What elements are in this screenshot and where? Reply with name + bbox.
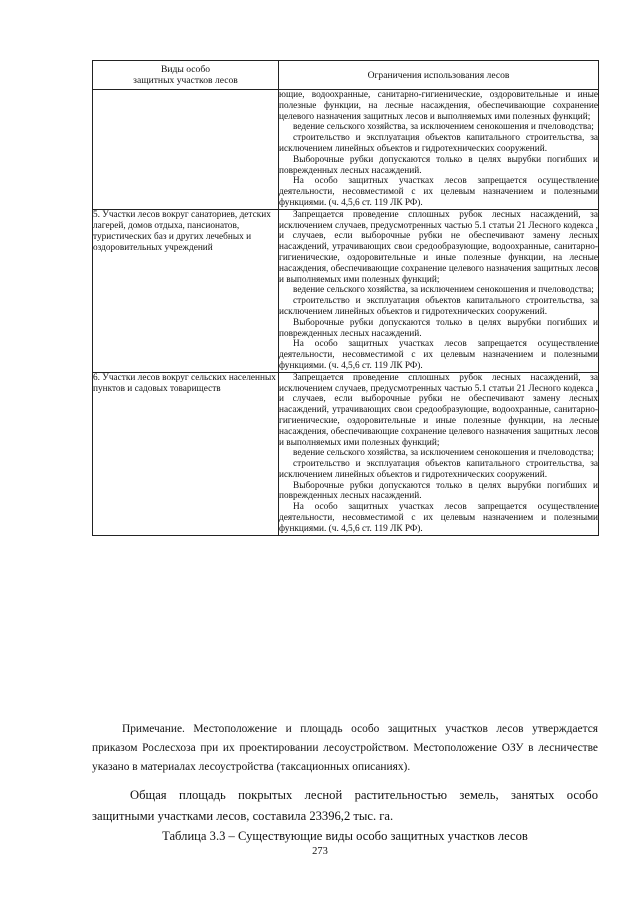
table-note: Примечание. Местоположение и площадь особо защитных участков лесов утверждается приказом Рослесхоза при их проектировании лесоустройством. Местоположение ОЗУ в лесничестве указано в материалах лесоустройства (таксационных описаниях). [92,723,598,774]
restrictions-cell [279,90,599,210]
restriction-paragraph: ведение сельского хозяйства, за исключением сенокошения и пчеловодства; [293,285,594,296]
table-row [93,90,599,210]
restriction-paragraph: ющие, водоохранные, санитарно-гигиенические, оздоровительные и иные полезные функции, на лесные насаждения, обеспечивающие сохранение целевого назначения защитных лесов и выполняемых ими полезных функций; [279,90,598,122]
restrictions-table [92,60,599,536]
plot-type-cell: 6. Участки лесов вокруг сельских населенных пунктов и садовых товариществ [93,372,279,535]
plot-type-cell: 5. Участки лесов вокруг санаториев, детских лагерей, домов отдыха, пансионатов, туристических баз и других лечебных и оздоровительных учреждений [93,209,279,372]
restriction-paragraph: Запрещается проведение сплошных рубок лесных насаждений, за исключением случаев, предусмотренных частью 5.1 статьи 21 Лесного кодекса , и случаев, если выборочные рубки не обеспечивают замену лесных насаждений, утрачивающих свои средообразующие, водоохранные, санитарно-гигиенические, оздоровительные и иные полезные функции, на лесные насаждения, обеспечивающие сохранение целевого назначения защитных лесов и выполняемых ими полезных функций; [279,372,598,448]
restriction-paragraph: Запрещается проведение сплошных рубок лесных насаждений, за исключением случаев, предусмотренных частью 5.1 статьи 21 Лесного кодекса , и случаев, если выборочные рубки не обеспечивают замену лесных насаждений, утрачивающих свои средообразующие, водоохранные, санитарно-гигиенические, оздоровительные и иные полезные функции, на лесные насаждения, обеспечивающие сохранение целевого назначения защитных лесов и выполняемых ими полезных функций; [279,209,598,285]
table-header-row [93,61,599,90]
header-plot-types-line2: защитных участков лесов [133,75,238,86]
restriction-paragraph: Выборочные рубки допускаются только в целях вырубки погибших и поврежденных лесных насаждений. [279,317,598,339]
header-plot-types-line1: Виды особо [160,64,211,75]
restrictions-cell [279,209,599,372]
table-row [93,209,599,372]
restrictions-cell [279,372,599,535]
restriction-paragraph: Выборочные рубки допускаются только в целях вырубки погибших и поврежденных лесных насаждений. [279,154,598,176]
table-row [93,372,599,535]
restriction-paragraph: Выборочные рубки допускаются только в целях вырубки погибших и поврежденных лесных насаждений. [279,480,598,502]
restriction-paragraph: На особо защитных участках лесов запрещается осуществление деятельности, несовместимой с их целевым назначением и полезными функциями. (ч. 4,5,6 ст. 119 ЛК РФ). [279,339,598,371]
restriction-paragraph: На особо защитных участках лесов запрещается осуществление деятельности, несовместимой с их целевым назначением и полезными функциями. (ч. 4,5,6 ст. 119 ЛК РФ). [279,502,598,534]
restriction-paragraph: строительство и эксплуатация объектов капитального строительства, за исключением линейных объектов и гидротехнических сооружений. [279,133,598,154]
restriction-paragraph: На особо защитных участках лесов запрещается осуществление деятельности, несовместимой с их целевым назначением и полезными функциями. (ч. 4,5,6 ст. 119 ЛК РФ). [279,176,598,208]
restriction-paragraph: ведение сельского хозяйства, за исключением сенокошения и пчеловодства; [293,448,594,459]
restriction-paragraph: строительство и эксплуатация объектов капитального строительства, за исключением линейных объектов и гидротехнических сооружений. [279,296,598,317]
restriction-paragraph: ведение сельского хозяйства, за исключением сенокошения и пчеловодства; [293,122,594,133]
table-caption: Таблица 3.3 – Существующие виды особо защитных участков лесов [162,828,528,843]
restriction-paragraph: строительство и эксплуатация объектов капитального строительства, за исключением линейных объектов и гидротехнических сооружений. [279,459,598,480]
plot-type-cell [93,90,279,210]
page-number: 273 [312,846,328,857]
header-restrictions: Ограничения использования лесов [279,61,599,90]
header-plot-types [93,61,279,90]
summary-paragraph: Общая площадь покрытых лесной растительностью земель, занятых особо защитными участками лесов, составила 23396,2 тыс. га. [92,787,598,823]
